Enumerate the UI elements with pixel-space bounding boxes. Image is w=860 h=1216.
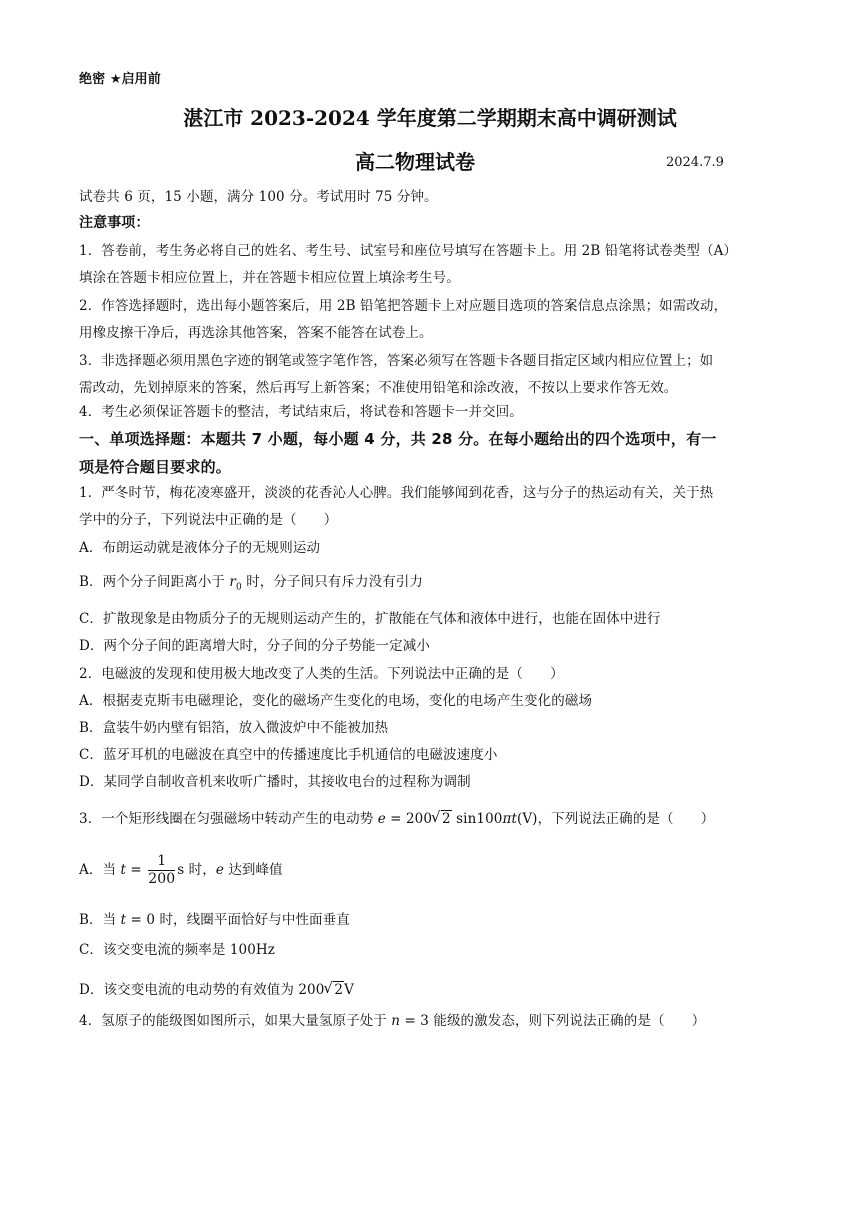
q3-option-c <box>79 940 783 960</box>
q1-var-r-sub: 0 <box>235 582 242 593</box>
q3-b-tail: 时，线圈平面恰好与中性面垂直 <box>155 912 350 928</box>
q2-option-b: B．盒装牛奶内壁有铝箔，放入微波炉中不能被加热 <box>79 720 389 736</box>
q3-d-root: 2 <box>334 982 344 998</box>
q3-b-eq: = 0 <box>126 912 156 928</box>
q1-option-c: C．扩散现象是由物质分子的无规则运动产生的，扩散能在气体和液体中进行，也能在固体中进行 <box>79 611 661 627</box>
notice-heading: 注意事项： <box>79 215 150 231</box>
q1-option-a: A．布朗运动就是液体分子的无规则运动 <box>79 540 321 556</box>
q3-a-text: A．当 <box>79 862 121 878</box>
q3-a-numerator: 1 <box>148 853 175 871</box>
exam-intro: 试卷共 6 页，15 小题，满分 100 分。考试用时 75 分钟。 <box>79 189 438 205</box>
exam-date: 2024.7.9 <box>666 155 724 170</box>
q3-stem-tail: ，下列说法正确的是（ ） <box>537 811 715 827</box>
q3-emf-root: 2 <box>442 811 451 827</box>
exam-subtitle: 高二物理试卷 <box>355 150 475 174</box>
exam-title: 湛江市 2023-2024 学年度第二学期期末高中调研测试 <box>183 106 677 130</box>
notice-line: 填涂在答题卡相应位置上，并在答题卡相应位置上填涂考生号。 <box>79 270 460 286</box>
q3-c-text: C．该交变电流的频率是 <box>79 942 230 958</box>
q2-stem: 2．电磁波的发现和使用极大地改变了人类的生活。下列说法中正确的是（ ） <box>79 666 564 682</box>
q4-n-eq: = 3 <box>400 1013 429 1029</box>
q3-c-value: 100Hz <box>229 942 275 958</box>
q3-emf-sqrt <box>432 807 452 831</box>
q3-d-value: 200 <box>298 982 325 998</box>
q1-option-b-tail: 时，分子间只有斥力没有引力 <box>241 574 424 590</box>
q1-stem-cont: 学中的分子，下列说法中正确的是（ ） <box>79 512 338 528</box>
q3-a-end: 达到峰值 <box>223 862 283 878</box>
q3-stem <box>79 807 783 831</box>
q2-option-a: A．根据麦克斯韦电磁理论，变化的磁场产生变化的电场，变化的电场产生变化的磁场 <box>79 693 593 709</box>
q3-a-mid: 时， <box>184 862 216 878</box>
q3-a-t: t <box>120 862 126 878</box>
q3-option-d <box>79 978 783 1002</box>
q3-emf-eq: = 200 <box>385 811 433 827</box>
q3-a-fraction <box>148 853 175 888</box>
q3-a-e: e <box>215 862 224 878</box>
notice-line: 需改动，先划掉原来的答案，然后再写上新答案；不准使用铅笔和涂改液，不按以上要求作答无效。 <box>79 380 678 396</box>
notice-line: 1．答卷前，考生务必将自己的姓名、考生号、试室号和座位号填写在答题卡上。用 2B 铅笔将试卷类型（A） <box>79 243 738 259</box>
q3-stem-text: 3．一个矩形线圈在匀强磁场中转动产生的电动势 <box>79 811 378 827</box>
q1-option-d: D．两个分子间的距离增大时，分子间的分子势能一定减小 <box>79 638 430 654</box>
q4-stem-text: 4．氢原子的能级图如图所示，如果大量氢原子处于 <box>79 1013 392 1029</box>
notice-line: 3．非选择题必须用黑色字迹的钢笔或签字笔作答，答案必须写在答题卡各题目指定区域内相应位置上；如 <box>79 353 714 369</box>
notice-line: 4．考生必须保证答题卡的整洁，考试结束后，将试卷和答题卡一并交回。 <box>79 404 523 420</box>
q1-option-b <box>79 572 783 598</box>
q3-b-text: B．当 <box>79 912 121 928</box>
q3-emf-pi: π <box>502 811 512 827</box>
q3-a-unit: s <box>177 862 185 878</box>
section-heading-cont: 项是符合题目要求的。 <box>79 458 232 476</box>
q3-emf-sin: sin100 <box>451 811 503 827</box>
section-heading: 一、单项选择题：本题共 7 小题，每小题 4 分，共 28 分。在每小题给出的四个选项中，有一 <box>79 430 717 448</box>
q3-emf-t: t <box>511 811 517 827</box>
q2-option-c: C．蓝牙耳机的电磁波在真空中的传播速度比手机通信的电磁波速度小 <box>79 747 498 763</box>
q3-d-text: D．该交变电流的电动势的有效值为 <box>79 982 299 998</box>
q3-option-b <box>79 910 783 930</box>
q4-stem-tail: 能级的激发态，则下列说法正确的是（ ） <box>428 1013 706 1029</box>
q3-option-a <box>79 850 783 896</box>
q3-emf-unit: (V) <box>516 811 538 827</box>
q3-d-unit: V <box>344 982 354 998</box>
q1-var-r: r <box>229 574 236 590</box>
q1-option-b-text: B．两个分子间距离小于 <box>79 574 230 590</box>
q3-emf-lhs: e <box>377 811 386 827</box>
q2-option-d: D．某同学自制收音机来收听广播时，其接收电台的过程称为调制 <box>79 774 471 790</box>
q3-b-t: t <box>120 912 127 928</box>
q4-stem <box>79 1011 783 1031</box>
notice-line: 用橡皮擦干净后，再选涂其他答案，答案不能答在试卷上。 <box>79 325 433 341</box>
confidential-label: 绝密 ★启用前 <box>79 72 161 87</box>
q3-a-eq: = <box>125 862 147 878</box>
q1-stem: 1．严冬时节，梅花凌寒盛开，淡淡的花香沁人心脾。我们能够闻到花香，这与分子的热运动有关，关于热 <box>79 485 714 501</box>
q3-d-sqrt <box>324 978 344 1002</box>
q4-var-n: n <box>391 1013 401 1029</box>
notice-line: 2．作答选择题时，选出每小题答案后，用 2B 铅笔把答题卡上对应题目选项的答案信息点涂黑；如需改动， <box>79 298 728 314</box>
q3-a-denominator: 200 <box>148 871 176 887</box>
